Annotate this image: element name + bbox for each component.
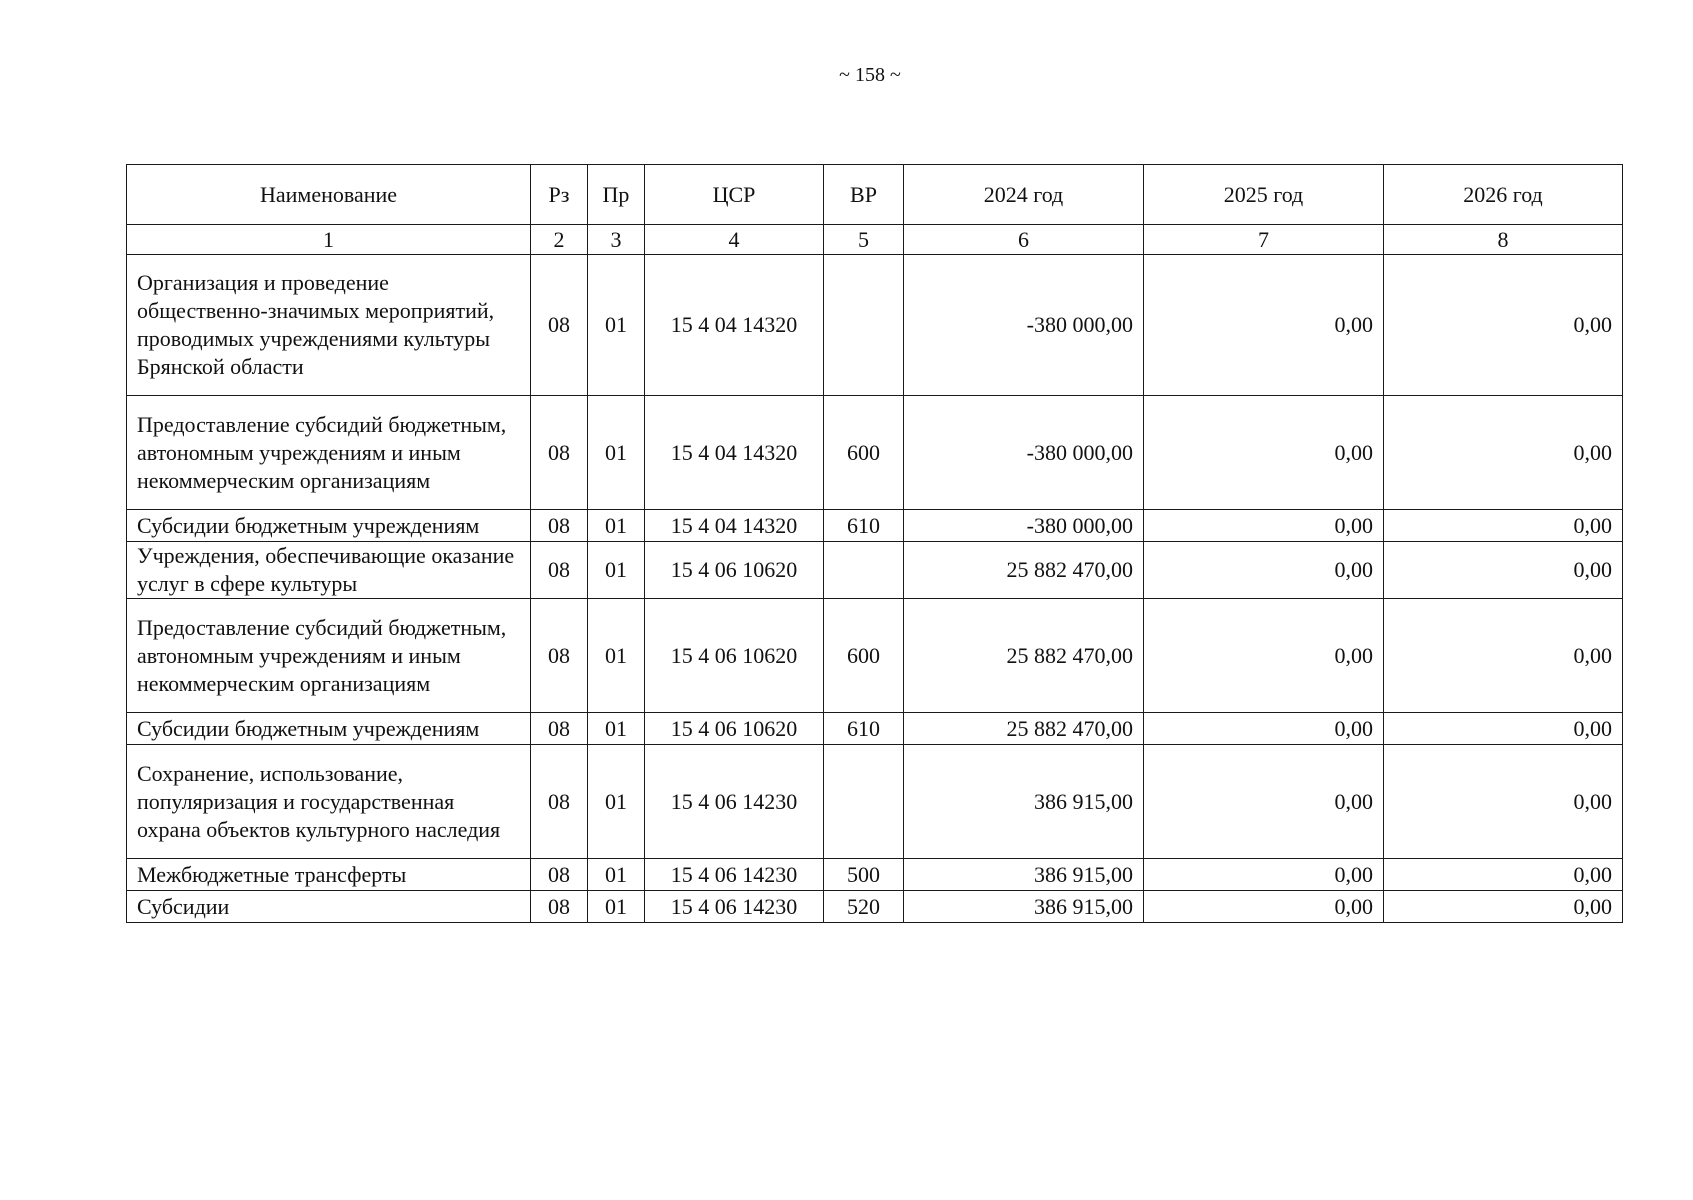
row-2024: 386 915,00 [904, 891, 1144, 923]
column-number-row [127, 225, 1623, 255]
row-name: Субсидии бюджетным учреждениям [127, 510, 531, 542]
row-vr: 610 [824, 713, 904, 745]
row-pr: 01 [588, 745, 645, 859]
row-vr: 600 [824, 396, 904, 510]
header-row [127, 165, 1623, 225]
row-2024: 25 882 470,00 [904, 713, 1144, 745]
column-number: 3 [588, 225, 645, 255]
row-2026: 0,00 [1384, 510, 1623, 542]
row-rz: 08 [531, 255, 588, 396]
row-2024: -380 000,00 [904, 396, 1144, 510]
table-row [127, 859, 1623, 891]
row-csr: 15 4 06 14230 [645, 859, 824, 891]
row-2026: 0,00 [1384, 745, 1623, 859]
table-row [127, 396, 1623, 510]
row-csr: 15 4 04 14320 [645, 396, 824, 510]
table-row [127, 510, 1623, 542]
row-2025: 0,00 [1144, 859, 1384, 891]
table-row [127, 255, 1623, 396]
row-2025: 0,00 [1144, 891, 1384, 923]
column-number: 7 [1144, 225, 1384, 255]
row-csr: 15 4 06 14230 [645, 891, 824, 923]
header-2025: 2025 год [1144, 165, 1384, 225]
header-rz: Рз [531, 165, 588, 225]
row-name: Сохранение, использование, популяризация и государственная охрана объектов культурного наследия [127, 745, 531, 859]
row-name: Организация и проведение общественно-значимых мероприятий, проводимых учреждениями культуры Брянской области [127, 255, 531, 396]
row-name: Межбюджетные трансферты [127, 859, 531, 891]
column-number: 4 [645, 225, 824, 255]
row-pr: 01 [588, 859, 645, 891]
row-2025: 0,00 [1144, 396, 1384, 510]
row-rz: 08 [531, 599, 588, 713]
row-2025: 0,00 [1144, 713, 1384, 745]
row-name: Субсидии [127, 891, 531, 923]
table-row [127, 891, 1623, 923]
column-number: 8 [1384, 225, 1623, 255]
row-pr: 01 [588, 599, 645, 713]
row-vr: 600 [824, 599, 904, 713]
table-row [127, 713, 1623, 745]
row-vr [824, 255, 904, 396]
row-pr: 01 [588, 510, 645, 542]
header-pr: Пр [588, 165, 645, 225]
row-2025: 0,00 [1144, 510, 1384, 542]
row-vr: 610 [824, 510, 904, 542]
row-vr: 520 [824, 891, 904, 923]
header-vr: ВР [824, 165, 904, 225]
row-name: Предоставление субсидий бюджетным, автономным учреждениям и иным некоммерческим организациям [127, 396, 531, 510]
row-2024: 25 882 470,00 [904, 599, 1144, 713]
row-rz: 08 [531, 542, 588, 599]
row-name: Учреждения, обеспечивающие оказание услуг в сфере культуры [127, 542, 531, 599]
row-2024: -380 000,00 [904, 255, 1144, 396]
row-2024: 386 915,00 [904, 745, 1144, 859]
row-csr: 15 4 04 14320 [645, 255, 824, 396]
row-csr: 15 4 04 14320 [645, 510, 824, 542]
header-csr: ЦСР [645, 165, 824, 225]
row-csr: 15 4 06 14230 [645, 745, 824, 859]
row-2025: 0,00 [1144, 599, 1384, 713]
row-pr: 01 [588, 396, 645, 510]
column-number: 1 [127, 225, 531, 255]
row-rz: 08 [531, 891, 588, 923]
row-pr: 01 [588, 542, 645, 599]
row-pr: 01 [588, 713, 645, 745]
row-2026: 0,00 [1384, 599, 1623, 713]
row-name: Предоставление субсидий бюджетным, автономным учреждениям и иным некоммерческим организациям [127, 599, 531, 713]
page-number: ~ 158 ~ [839, 64, 901, 86]
header-2026: 2026 год [1384, 165, 1623, 225]
header-name: Наименование [127, 165, 531, 225]
row-2026: 0,00 [1384, 542, 1623, 599]
row-csr: 15 4 06 10620 [645, 713, 824, 745]
row-2025: 0,00 [1144, 255, 1384, 396]
table-row [127, 542, 1623, 599]
row-vr [824, 542, 904, 599]
row-csr: 15 4 06 10620 [645, 542, 824, 599]
row-2025: 0,00 [1144, 745, 1384, 859]
budget-table [126, 164, 1623, 923]
row-2025: 0,00 [1144, 542, 1384, 599]
row-name: Субсидии бюджетным учреждениям [127, 713, 531, 745]
row-2026: 0,00 [1384, 255, 1623, 396]
table-row [127, 745, 1623, 859]
row-vr: 500 [824, 859, 904, 891]
row-rz: 08 [531, 859, 588, 891]
row-rz: 08 [531, 510, 588, 542]
row-rz: 08 [531, 745, 588, 859]
column-number: 2 [531, 225, 588, 255]
row-pr: 01 [588, 891, 645, 923]
row-2026: 0,00 [1384, 859, 1623, 891]
header-2024: 2024 год [904, 165, 1144, 225]
row-vr [824, 745, 904, 859]
row-rz: 08 [531, 713, 588, 745]
row-2024: 386 915,00 [904, 859, 1144, 891]
row-2026: 0,00 [1384, 891, 1623, 923]
row-rz: 08 [531, 396, 588, 510]
column-number: 6 [904, 225, 1144, 255]
table-row [127, 599, 1623, 713]
column-number: 5 [824, 225, 904, 255]
row-2024: 25 882 470,00 [904, 542, 1144, 599]
row-2026: 0,00 [1384, 713, 1623, 745]
row-csr: 15 4 06 10620 [645, 599, 824, 713]
row-pr: 01 [588, 255, 645, 396]
row-2024: -380 000,00 [904, 510, 1144, 542]
row-2026: 0,00 [1384, 396, 1623, 510]
